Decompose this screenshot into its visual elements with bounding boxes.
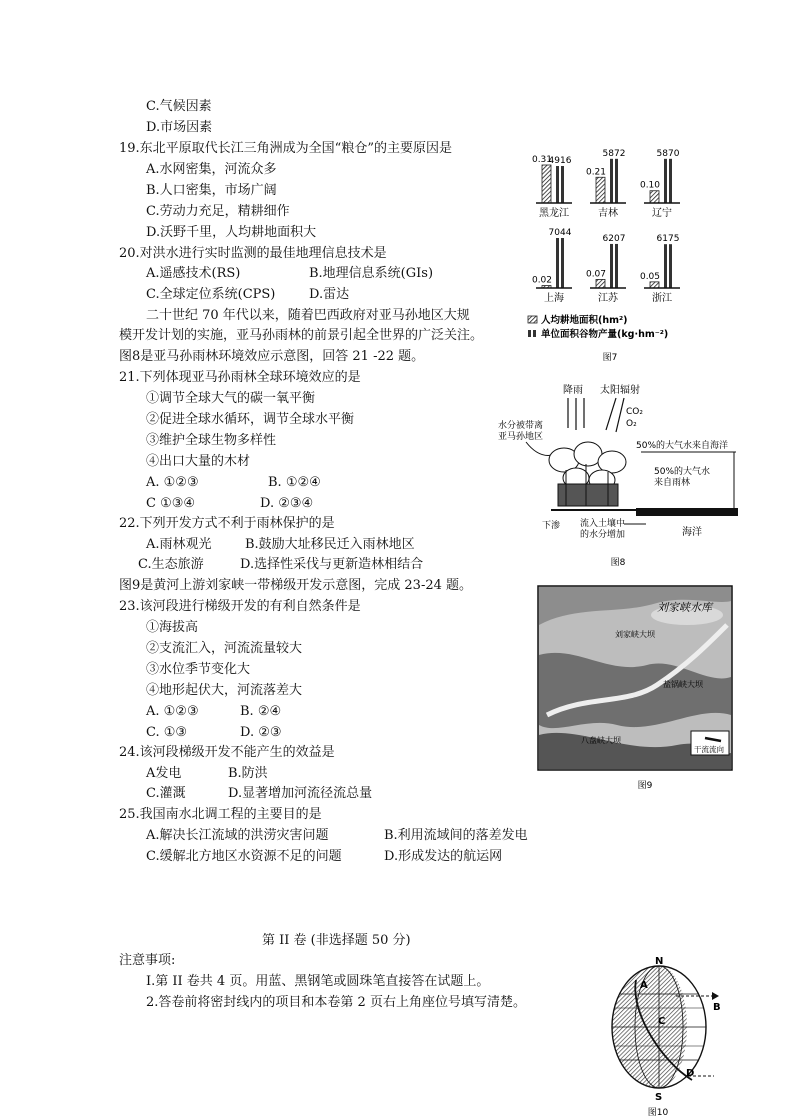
label-d: D	[686, 1068, 695, 1079]
q23-option-d: D. ②③	[240, 725, 282, 740]
q23-item-2: ②支流汇入，河流流量较大	[146, 641, 303, 656]
label-area-3: 0.02	[531, 275, 553, 286]
paragraph-yellow-river: 图9是黄河上游刘家峡一带梯级开发示意图，完成 23-24 题。	[119, 578, 473, 593]
figure-9-caption: 图9	[637, 781, 653, 791]
legend-area-swatch	[528, 316, 537, 323]
q23-option-b: B. ②④	[240, 704, 282, 719]
label-area-0: 0.31	[531, 155, 553, 165]
bar-area-5	[650, 282, 659, 288]
bar-area-1	[596, 177, 605, 203]
bar-area-2	[650, 191, 659, 203]
label-atm-ocean: 50%的大气水来自海洋	[636, 441, 729, 451]
q24-option-d: D.显著增加河流径流总量	[228, 786, 373, 801]
q25-option-c: C.缓解北方地区水资源不足的问题	[146, 849, 342, 864]
label-yield-4: 6207	[602, 233, 626, 244]
arrow-b-icon	[712, 992, 719, 1000]
q25-option-d: D.形成发达的航运网	[384, 849, 503, 864]
bar-yield-3	[556, 238, 559, 288]
q21-item-4: ④出口大量的木材	[146, 454, 251, 469]
q21-option-d: D. ②③④	[260, 496, 314, 511]
label-area-4: 0.07	[585, 269, 607, 280]
label-south: S	[655, 1092, 663, 1103]
ocean-surface	[636, 508, 738, 516]
bar-area-4	[596, 279, 605, 288]
label-dam-3: 八盘峡大坝	[581, 736, 621, 745]
label-atm-forest-2: 来自雨林	[654, 478, 691, 488]
q21-option-c: C ①③④	[146, 496, 196, 511]
bar-yield-0	[556, 166, 559, 203]
q20-option-c: C.全球定位系统(CPS)	[146, 287, 276, 302]
label-area-5: 0.05	[639, 271, 661, 282]
label-flow: 干流流向	[694, 745, 724, 754]
q24-stem: 24.该河段梯级开发不能产生的效益是	[119, 745, 335, 760]
rainforest-trees	[549, 442, 626, 506]
bar-yield-2	[664, 159, 667, 203]
q24-option-b: B.防洪	[228, 766, 268, 781]
q23-item-3: ③水位季节变化大	[146, 662, 251, 677]
q19-stem: 19.东北平原取代长江三角洲成为全国“粮仓”的主要原因是	[119, 141, 452, 156]
label-solar: 太阳辐射	[600, 385, 640, 396]
notes-heading: 注意事项:	[119, 953, 176, 968]
label-c: C	[658, 1016, 666, 1027]
label-yield-5: 6175	[656, 234, 680, 245]
q21-option-b: B. ①②④	[268, 475, 321, 490]
label-soil-1: 流入土壤中	[580, 519, 626, 529]
label-ocean: 海洋	[682, 527, 702, 538]
label-province-4: 江苏	[598, 293, 618, 304]
q22-option-d: D.选择性采伐与更新造林相结合	[240, 557, 424, 572]
label-a: A	[640, 980, 648, 991]
bar-yield-1	[610, 159, 613, 203]
figure-10-caption: 图10	[647, 1108, 669, 1118]
rain-arrows	[568, 398, 584, 430]
note-1: I.第 II 卷共 4 页。用蓝、黑钢笔或圆珠笔直接答在试题上。	[146, 974, 490, 989]
q25-option-b: B.利用流域间的落差发电	[384, 828, 528, 843]
figure-7-legend	[528, 314, 668, 340]
solar-arrows	[606, 398, 624, 432]
section-title: 第 II 卷 (非选择题 50 分)	[262, 933, 411, 948]
figure-7-caption: 图7	[602, 353, 618, 363]
q21-stem: 21.下列体现亚马孙雨林全球环境效应的是	[119, 370, 361, 385]
q20-option-a: A.遥感技术(RS)	[146, 266, 241, 281]
q21-item-3: ③维护全球生物多样性	[146, 433, 277, 448]
paragraph-amazon-3: 图8是亚马孙雨林环境效应示意图，回答 21 -22 题。	[119, 349, 425, 364]
label-o2: O₂	[626, 419, 637, 429]
label-yield-2: 5870	[656, 148, 680, 159]
figure-8-diagram	[496, 380, 746, 570]
label-moisture-2: 亚马孙地区	[498, 432, 544, 442]
label-area-1: 0.21	[585, 167, 607, 178]
label-province-0: 黑龙江	[539, 208, 569, 219]
q18-option-d: D.市场因素	[146, 120, 213, 135]
figure-10-globe	[600, 952, 730, 1119]
figure-9-illustration	[537, 585, 733, 797]
label-yield-3: 7044	[548, 228, 572, 238]
note-2: 2.答卷前将密封线内的项目和本卷第 2 页右上角座位号填写清楚。	[146, 995, 526, 1010]
q21-item-2: ②促进全球水循环，调节全球水平衡	[146, 412, 355, 427]
label-yield-0: 4916	[548, 156, 572, 167]
label-north: N	[655, 956, 664, 967]
q21-option-a: A. ①②③	[146, 475, 199, 490]
label-area-2: 0.10	[639, 180, 661, 191]
q22-option-c: C.生态旅游	[138, 557, 204, 572]
q25-stem: 25.我国南水北调工程的主要目的是	[119, 807, 322, 822]
label-rain: 降雨	[563, 385, 583, 396]
paragraph-amazon-2: 模开发计划的实施，亚马孙雨林的前景引起全世界的广泛关注。	[119, 328, 484, 343]
bar-yield-5	[664, 244, 667, 288]
bar-area-0	[542, 165, 551, 203]
q24-option-a: A发电	[146, 766, 182, 781]
label-co2: CO₂	[626, 407, 643, 417]
paragraph-amazon-1: 二十世纪 70 年代以来，随着巴西政府对亚马孙地区大规	[146, 308, 470, 323]
legend-yield-swatch	[528, 330, 531, 337]
q19-option-b: B.人口密集，市场广阔	[146, 183, 277, 198]
q19-option-a: A.水网密集，河流众多	[146, 162, 277, 177]
q20-option-b: B.地理信息系统(GIs)	[309, 266, 434, 281]
q19-option-d: D.沃野千里，人均耕地面积大	[146, 225, 317, 240]
label-seep: 下渗	[542, 521, 561, 531]
q23-item-4: ④地形起伏大，河流落差大	[146, 683, 303, 698]
q23-stem: 23.该河段进行梯级开发的有利自然条件是	[119, 599, 361, 614]
label-moisture-1: 水分被带离	[498, 421, 544, 431]
q21-item-1: ①调节全球大气的碳一氧平衡	[146, 391, 316, 406]
legend-area-label: 人均耕地面积(hm²)	[541, 315, 628, 326]
q22-option-a: A.雨林观光	[146, 537, 212, 552]
figure-7-chart	[520, 128, 700, 368]
q23-option-c: C. ①③	[146, 725, 188, 740]
q25-option-a: A.解决长江流域的洪涝灾害问题	[146, 828, 329, 843]
q20-stem: 20.对洪水进行实时监测的最佳地理信息技术是	[119, 246, 387, 261]
label-province-2: 辽宁	[652, 208, 672, 219]
q22-stem: 22.下列开发方式不利于雨林保护的是	[119, 516, 335, 531]
q23-option-a: A. ①②③	[146, 704, 199, 719]
label-b: B	[713, 1002, 721, 1013]
label-atm-forest-1: 50%的大气水	[654, 467, 711, 477]
label-province-5: 浙江	[652, 293, 672, 304]
label-dam-2: 盐锅峡大坝	[663, 680, 703, 689]
q20-option-d: D.雷达	[309, 287, 350, 302]
label-reservoir: 刘家峡水库	[657, 601, 712, 614]
q18-option-c: C.气候因素	[146, 99, 212, 114]
label-dam-1: 刘家峡大坝	[615, 630, 655, 639]
label-province-1: 吉林	[598, 208, 618, 219]
q22-option-b: B.鼓励大址移民迁入雨林地区	[245, 537, 415, 552]
bar-yield-4	[610, 244, 613, 288]
label-province-3: 上海	[544, 293, 564, 304]
q19-option-c: C.劳动力充足，精耕细作	[146, 204, 290, 219]
figure-8-caption: 图8	[610, 558, 626, 568]
label-yield-1: 5872	[602, 148, 626, 159]
legend-yield-label: 单位面积谷物产量(kg·hm⁻²)	[541, 329, 669, 340]
q23-item-1: ①海拔高	[146, 620, 199, 635]
q24-option-c: C.灌溉	[146, 786, 186, 801]
label-soil-2: 的水分增加	[580, 530, 626, 540]
